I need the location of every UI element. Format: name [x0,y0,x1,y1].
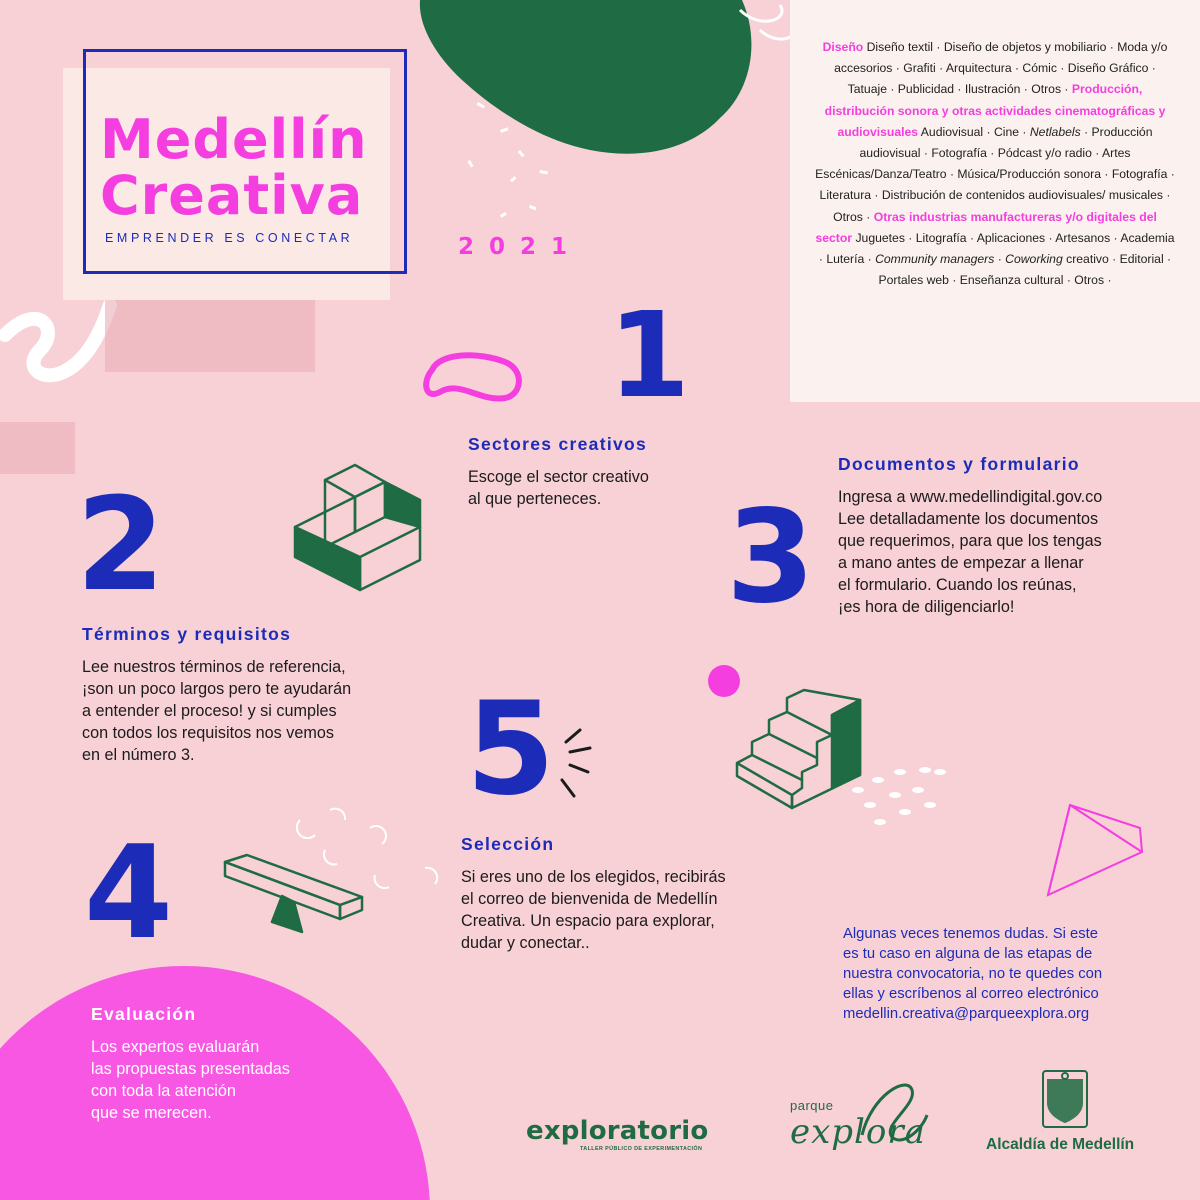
sector-items: Community managers [875,252,995,267]
text-line: Creativa. Un espacio para explorar, [461,912,715,930]
exploratorio-tagline: TALLER PÚBLICO DE EXPERIMENTACIÓN [580,1146,703,1152]
sector-items: Diseño textil · Diseño de objetos y mobiliario · Moda y/o accesorios · Grafiti · Arquitectura · Cómic · Diseño Gráfico · Tatuaje · Publicidad · Ilustración · Otros · [834,40,1168,97]
text-line: en el número 3. [82,746,195,764]
text-line: nuestra convocatoria, no te quedes con [843,966,1103,982]
text-line: dudar y conectar.. [461,934,590,952]
step-4-title: Evaluación [91,1004,197,1024]
text-line: es tu caso en alguna de las etapas de [843,946,1093,962]
alcaldia-logo-text: Alcaldía de Medellín [986,1136,1135,1153]
text-line: con todos los requisitos nos vemos [82,724,334,742]
text-line: ¡son un poco largos pero te ayudarán [82,680,352,698]
step-4-number: 4 [84,819,174,968]
text-line: medellin.creativa@parqueexplora.org [843,1006,1090,1022]
explora-swirl-icon [852,1075,932,1155]
title-line-2: Creativa [100,164,364,227]
contact-note [843,924,1153,1024]
sector-items: · Producción audiovisual · Fotografía · Pódcast y/o radio · Artes Escénicas/Danza/Teatro · Música/Producción sonora · Fotografía · Literatura · Distribución de contenidos audiovisuales/ musicales · Otros · [815,124,1175,224]
isometric-stairs-icon [732,680,867,810]
sector-category: Producción, distribución sonora y otras actividades cinematográficas y audiovisuales [824,82,1166,139]
main-title [100,108,400,227]
step-3-number: 3 [726,483,816,632]
text-line: al que perteneces. [468,490,602,508]
text-line: a mano antes de empezar a llenar [838,554,1084,572]
step-5-number: 5 [466,675,556,824]
sector-category: Diseño [822,40,864,54]
text-line: ellas y escríbenos al correo electrónico [843,986,1099,1002]
text-line: el formulario. Cuando los reúnas, [838,576,1077,594]
step-1-body [468,466,768,510]
title-line-1: Medellín [100,108,368,171]
text-line: las propuestas presentadas [91,1060,290,1078]
alcaldia-coat-of-arms-icon [1040,1068,1090,1130]
title-subtitle: EMPRENDER ES CONECTAR [105,231,354,245]
parque-explora-logo-label: parque [790,1098,834,1113]
text-line: que se merecen. [91,1104,212,1122]
isometric-step-block-icon [290,462,430,592]
sector-items: Juguetes · Litografía · Aplicaciones · Artesanos · Academia · Lutería · [818,230,1175,267]
text-line: Los expertos evaluarán [91,1038,260,1056]
sectors-list [815,37,1175,291]
step-5-body [461,866,801,954]
sector-items: Netlabels [1029,124,1081,139]
step-3-body [838,486,1178,618]
text-line: con toda la atención [91,1082,236,1100]
step-2-number: 2 [76,471,166,620]
year-label: 2021 [458,234,583,260]
text-line: Lee nuestros términos de referencia, [82,658,346,676]
step-3-title: Documentos y formulario [838,454,1080,474]
sector-items: · [994,252,1006,267]
text-line: Si eres uno de los elegidos, recibirás [461,868,726,886]
sector-category: Otras industrias manufactureras y/o digitales del sector [815,209,1157,245]
isometric-seesaw-icon [222,852,367,937]
sector-items: creativo · Editorial · Portales web · Enseñanza cultural · Otros · [878,252,1172,288]
text-line: a entender el proceso! y si cumples [82,702,337,720]
parque-explora-logo-word: explora [790,1112,926,1152]
step-1-number: 1 [608,286,691,424]
sector-items: Coworking [1005,252,1063,267]
text-line: Ingresa a www.medellindigital.gov.co [838,488,1103,506]
text-line: el correo de bienvenida de Medellín [461,890,718,908]
exploratorio-logo: exploratorio [526,1116,709,1146]
step-1-title: Sectores creativos [468,434,648,454]
step-4-body [91,1036,351,1124]
step-2-body [82,656,422,766]
text-line: Algunas veces tenemos dudas. Si este [843,926,1098,942]
step-2-title: Términos y requisitos [82,624,292,644]
text-line: Lee detalladamente los documentos [838,510,1099,528]
text-line: Escoge el sector creativo [468,468,649,486]
text-line: que requerimos, para que los tengas [838,532,1102,550]
step-5-title: Selección [461,834,555,854]
sector-items: Audiovisual · Cine · [918,124,1030,139]
text-line: ¡es hora de diligenciarlo! [838,598,1015,616]
